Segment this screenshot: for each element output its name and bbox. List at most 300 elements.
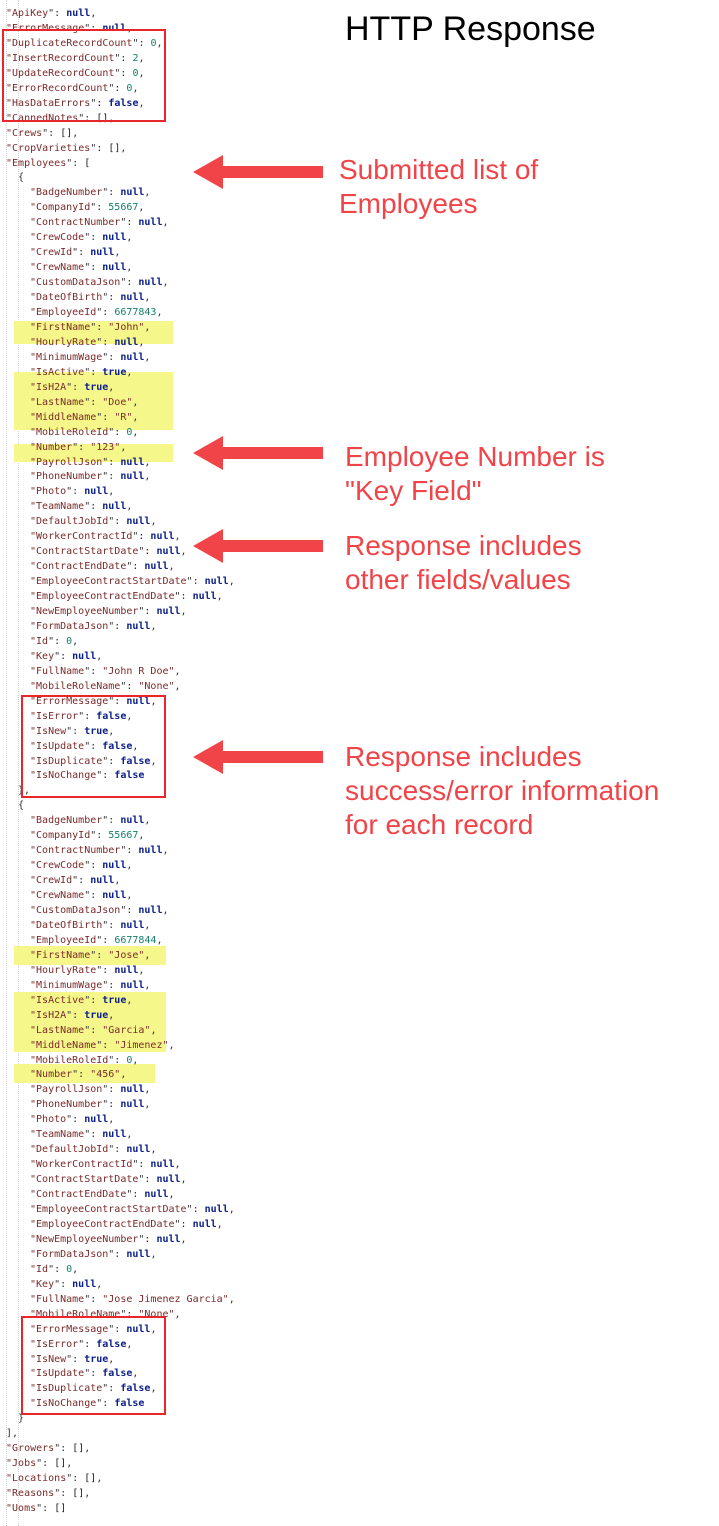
json-line: "MiddleName": "R", bbox=[30, 411, 139, 423]
json-key: WorkerContractId bbox=[36, 531, 133, 543]
json-line: "WorkerContractId": null, bbox=[30, 1159, 181, 1171]
json-line: "CrewCode": null, bbox=[30, 860, 133, 872]
json-key: Key bbox=[36, 1278, 55, 1290]
json-line: "CrewCode": null, bbox=[30, 232, 133, 244]
json-key: NewEmployeeNumber bbox=[36, 606, 139, 617]
json-key: CrewCode bbox=[36, 860, 85, 872]
json-value: null bbox=[138, 277, 163, 289]
json-line: "FullName": "John R Doe", bbox=[30, 665, 181, 677]
json-line: "Key": null, bbox=[30, 650, 103, 662]
json-value: null bbox=[126, 1323, 151, 1335]
json-key: WorkerContractId bbox=[36, 1159, 133, 1171]
json-line: "HourlyRate": null, bbox=[30, 336, 145, 348]
json-value: 2 bbox=[132, 52, 139, 64]
json-value: "456" bbox=[90, 1069, 121, 1081]
json-line: "ErrorMessage": null, bbox=[30, 1323, 157, 1335]
json-value: null bbox=[126, 1144, 151, 1156]
json-line: "ContractNumber": null, bbox=[30, 217, 169, 229]
json-bracket: }, bbox=[18, 785, 31, 797]
json-key: FullName bbox=[36, 1293, 85, 1305]
json-line: "DefaultJobId": null, bbox=[30, 1144, 157, 1156]
json-key: CropVarieties bbox=[12, 142, 91, 154]
json-key: Number bbox=[36, 1069, 73, 1081]
json-key: LastName bbox=[36, 396, 85, 408]
json-line: "Photo": null, bbox=[30, 486, 115, 498]
json-line: "PhoneNumber": null, bbox=[30, 471, 151, 483]
json-value: 55667 bbox=[108, 830, 139, 842]
json-line: "LastName": "Garcia", bbox=[30, 1024, 157, 1036]
json-line: "BadgeNumber": null, bbox=[30, 187, 151, 199]
json-line: "NewEmployeeNumber": null, bbox=[30, 606, 187, 617]
json-key: IsH2A bbox=[36, 1009, 67, 1021]
json-value: null bbox=[72, 650, 97, 662]
json-line: "EmployeeContractStartDate": null, bbox=[30, 576, 235, 588]
json-value: 0 bbox=[126, 1054, 133, 1066]
json-line: "FullName": "Jose Jimenez Garcia", bbox=[30, 1293, 235, 1305]
json-line: "Id": 0, bbox=[30, 1263, 79, 1275]
json-value: null bbox=[102, 860, 127, 872]
json-value: null bbox=[120, 1099, 145, 1111]
json-key: Number bbox=[36, 441, 73, 453]
json-line: "IsNoChange": false bbox=[30, 770, 145, 782]
json-value: true bbox=[84, 725, 109, 737]
json-line: "EmployeeId": 6677844, bbox=[30, 934, 163, 946]
json-line: "ErrorRecordCount": 0, bbox=[6, 82, 139, 94]
json-value: 0 bbox=[150, 37, 157, 49]
json-key: CrewName bbox=[36, 890, 85, 902]
json-line: "LastName": "Doe", bbox=[30, 396, 139, 408]
json-line: "MobileRoleId": 0, bbox=[30, 426, 139, 438]
json-line: "DateOfBirth": null, bbox=[30, 292, 151, 304]
json-line: "ContractEndDate": null, bbox=[30, 1189, 175, 1201]
json-key: DefaultJobId bbox=[36, 516, 109, 528]
json-value: false bbox=[120, 1383, 151, 1395]
json-key: IsDuplicate bbox=[36, 1383, 103, 1395]
json-value: null bbox=[144, 1189, 169, 1201]
json-line: "DateOfBirth": null, bbox=[30, 919, 151, 931]
left-arrow-icon bbox=[193, 529, 323, 563]
json-key: NewEmployeeNumber bbox=[36, 1233, 139, 1245]
json-value: false bbox=[114, 770, 145, 782]
json-key: LastName bbox=[36, 1024, 85, 1036]
json-key: Id bbox=[36, 635, 49, 647]
json-value: true bbox=[102, 366, 127, 378]
json-value: null bbox=[204, 1204, 229, 1215]
json-key: CrewId bbox=[36, 875, 73, 887]
json-key: Locations bbox=[12, 1473, 67, 1485]
json-key: ContractNumber bbox=[36, 217, 121, 229]
json-key: Reasons bbox=[12, 1488, 55, 1500]
json-value: null bbox=[120, 292, 145, 304]
json-key: CannedNotes bbox=[12, 112, 79, 124]
json-value: null bbox=[102, 1129, 127, 1141]
json-value: 0 bbox=[66, 1263, 73, 1275]
json-key: Growers bbox=[12, 1443, 55, 1455]
json-value: null bbox=[126, 620, 151, 632]
json-key: CustomDataJson bbox=[36, 905, 121, 916]
json-key: MobileRoleName bbox=[36, 1308, 121, 1320]
json-line: "Photo": null, bbox=[30, 1114, 115, 1126]
json-value: null bbox=[138, 845, 163, 857]
json-line: "HasDataErrors": false, bbox=[6, 97, 145, 109]
json-line bbox=[18, 798, 24, 813]
json-value: null bbox=[102, 262, 127, 274]
json-key: ContractStartDate bbox=[36, 1174, 139, 1186]
json-key: FormDataJson bbox=[36, 1248, 109, 1260]
json-key: CompanyId bbox=[36, 830, 91, 842]
json-line: "CustomDataJson": null, bbox=[30, 277, 169, 289]
json-line: "FormDataJson": null, bbox=[30, 620, 157, 632]
json-value: 0 bbox=[126, 426, 133, 438]
json-line: "NewEmployeeNumber": null, bbox=[30, 1233, 187, 1245]
json-bracket: ], bbox=[6, 1428, 19, 1440]
json-key: DateOfBirth bbox=[36, 919, 103, 931]
json-value: null bbox=[144, 561, 169, 573]
json-line: "InsertRecordCount": 2, bbox=[6, 52, 145, 64]
json-line: "EmployeeId": 6677843, bbox=[30, 307, 163, 318]
json-value: "None" bbox=[138, 1308, 175, 1320]
json-value: "Jose Jimenez Garcia" bbox=[102, 1293, 229, 1305]
json-bracket: { bbox=[18, 800, 25, 812]
json-value: null bbox=[114, 964, 139, 976]
json-key: IsError bbox=[36, 710, 79, 722]
json-key: EmployeeId bbox=[36, 934, 97, 946]
json-line: "CompanyId": 55667, bbox=[30, 830, 145, 842]
json-key: ErrorMessage bbox=[12, 22, 85, 34]
json-key: FormDataJson bbox=[36, 620, 109, 632]
json-line: "CrewId": null, bbox=[30, 247, 121, 259]
json-value: true bbox=[84, 1353, 109, 1365]
json-line: "PayrollJson": null, bbox=[30, 456, 151, 468]
json-key: EmployeeContractStartDate bbox=[36, 576, 187, 588]
json-line: "FirstName": "John", bbox=[30, 321, 151, 333]
json-value: null bbox=[120, 979, 145, 991]
json-key: Key bbox=[36, 650, 55, 662]
json-value: null bbox=[66, 8, 91, 19]
json-line: "IsActive": true, bbox=[30, 994, 133, 1006]
json-key: Photo bbox=[36, 1114, 67, 1126]
json-line: "MobileRoleName": "None", bbox=[30, 680, 181, 692]
json-key: MobileRoleId bbox=[36, 1054, 109, 1066]
json-line: "ContractEndDate": null, bbox=[30, 561, 175, 573]
json-key: PhoneNumber bbox=[36, 471, 103, 483]
json-key: UpdateRecordCount bbox=[12, 67, 115, 79]
json-key: ApiKey bbox=[12, 8, 49, 19]
json-key: ContractStartDate bbox=[36, 546, 139, 558]
json-value: "Jose" bbox=[108, 949, 145, 961]
json-line: "MinimumWage": null, bbox=[30, 351, 151, 363]
json-line: "IsUpdate": false, bbox=[30, 1368, 139, 1380]
annotation-employees: Submitted list of Employees bbox=[339, 154, 539, 219]
json-line: "DefaultJobId": null, bbox=[30, 516, 157, 528]
json-value: true bbox=[84, 381, 109, 393]
json-value: null bbox=[120, 187, 145, 199]
json-bracket: } bbox=[18, 1413, 25, 1425]
json-value: null bbox=[84, 486, 109, 498]
json-value: null bbox=[90, 875, 115, 887]
left-arrow-icon bbox=[193, 436, 323, 470]
json-key: TeamName bbox=[36, 1129, 85, 1141]
record-count-box bbox=[2, 29, 166, 122]
json-key: PhoneNumber bbox=[36, 1099, 103, 1111]
json-key: IsUpdate bbox=[36, 740, 85, 752]
json-line: "DuplicateRecordCount": 0, bbox=[6, 37, 163, 49]
json-value: true bbox=[102, 994, 127, 1006]
json-value: true bbox=[84, 1009, 109, 1021]
json-value: null bbox=[120, 456, 145, 468]
json-value: null bbox=[204, 576, 229, 588]
json-value: 0 bbox=[132, 67, 139, 79]
json-value: "Jimenez" bbox=[114, 1039, 169, 1051]
json-line: "TeamName": null, bbox=[30, 1129, 133, 1141]
json-value: null bbox=[126, 695, 151, 707]
json-value: [] bbox=[72, 1488, 85, 1500]
json-line: "CrewName": null, bbox=[30, 890, 133, 902]
json-key: ErrorMessage bbox=[36, 695, 109, 707]
json-line: "Jobs": [], bbox=[6, 1458, 73, 1470]
json-value: [] bbox=[108, 142, 121, 154]
json-value: null bbox=[150, 1159, 175, 1171]
json-key: CrewId bbox=[36, 247, 73, 259]
json-key: Jobs bbox=[12, 1458, 37, 1470]
json-value: null bbox=[156, 1233, 181, 1245]
json-key: MinimumWage bbox=[36, 351, 103, 363]
json-key: DefaultJobId bbox=[36, 1144, 109, 1156]
json-value: null bbox=[138, 217, 163, 229]
json-value: "John" bbox=[108, 321, 145, 333]
json-line: "PhoneNumber": null, bbox=[30, 1099, 151, 1111]
json-key: MiddleName bbox=[36, 1039, 97, 1051]
json-value: false bbox=[108, 97, 139, 109]
json-key: BadgeNumber bbox=[36, 187, 103, 199]
json-value: [] bbox=[60, 127, 73, 139]
json-value: 6677843 bbox=[114, 307, 157, 318]
json-value: "None" bbox=[138, 680, 175, 692]
json-value: null bbox=[114, 336, 139, 348]
json-value: [] bbox=[54, 1458, 67, 1470]
json-value: null bbox=[120, 1084, 145, 1096]
json-key: InsertRecordCount bbox=[12, 52, 115, 64]
json-line: "Employees": [ bbox=[6, 157, 91, 169]
json-value: false bbox=[120, 755, 151, 767]
json-key: DuplicateRecordCount bbox=[12, 37, 133, 49]
json-key: FirstName bbox=[36, 321, 91, 333]
json-value: null bbox=[90, 247, 115, 259]
json-key: CompanyId bbox=[36, 202, 91, 214]
json-line: "ApiKey": null, bbox=[6, 8, 97, 19]
left-arrow-icon bbox=[193, 155, 323, 189]
json-line: "Locations": [], bbox=[6, 1473, 103, 1485]
page-title: HTTP Response bbox=[345, 10, 596, 48]
json-key: HasDataErrors bbox=[12, 97, 91, 109]
json-line: "IsError": false, bbox=[30, 710, 133, 722]
json-value: null bbox=[120, 351, 145, 363]
json-key: Uoms bbox=[12, 1503, 37, 1514]
json-line: "IsNew": true, bbox=[30, 725, 115, 737]
json-value: null bbox=[126, 516, 151, 528]
json-line: "MinimumWage": null, bbox=[30, 979, 151, 991]
json-value: [] bbox=[96, 112, 109, 124]
json-line: "EmployeeContractStartDate": null, bbox=[30, 1204, 235, 1215]
json-line: "CompanyId": 55667, bbox=[30, 202, 145, 214]
record-status-box-2 bbox=[21, 1316, 166, 1415]
json-value: "R" bbox=[114, 411, 133, 423]
annotation-other-fields: Response includes other fields/values bbox=[345, 530, 582, 595]
json-line: "PayrollJson": null, bbox=[30, 1084, 151, 1096]
json-key: HourlyRate bbox=[36, 336, 97, 348]
json-line: "Uoms": [] bbox=[6, 1503, 67, 1514]
json-key: IsNoChange bbox=[36, 770, 97, 782]
json-line: "Key": null, bbox=[30, 1278, 103, 1290]
json-value: 6677844 bbox=[114, 934, 157, 946]
json-key: EmployeeContractStartDate bbox=[36, 1204, 187, 1215]
json-line: "IsH2A": true, bbox=[30, 381, 115, 393]
json-line bbox=[6, 1426, 18, 1441]
json-value: null bbox=[72, 1278, 97, 1290]
json-line: "WorkerContractId": null, bbox=[30, 531, 181, 543]
annotation-status-info: Response includes success/error information for each record bbox=[345, 741, 660, 840]
json-key: PayrollJson bbox=[36, 456, 103, 468]
json-line: "TeamName": null, bbox=[30, 501, 133, 513]
json-line: "IsUpdate": false, bbox=[30, 740, 139, 752]
json-key: CrewCode bbox=[36, 232, 85, 244]
json-line: "CrewId": null, bbox=[30, 875, 121, 887]
json-key: Photo bbox=[36, 486, 67, 498]
json-value: 0 bbox=[66, 635, 73, 647]
json-key: BadgeNumber bbox=[36, 815, 103, 827]
json-line: "UpdateRecordCount": 0, bbox=[6, 67, 145, 79]
json-key: IsNew bbox=[36, 725, 67, 737]
json-line: "Id": 0, bbox=[30, 635, 79, 647]
json-value: false bbox=[102, 740, 133, 752]
json-key: Id bbox=[36, 1263, 49, 1275]
json-line: "IsDuplicate": false, bbox=[30, 755, 157, 767]
json-key: Crews bbox=[12, 127, 43, 139]
json-line: "Crews": [], bbox=[6, 127, 79, 139]
json-value: null bbox=[156, 546, 181, 558]
json-key: IsActive bbox=[36, 366, 85, 378]
json-line bbox=[18, 170, 24, 185]
json-key: IsDuplicate bbox=[36, 755, 103, 767]
json-value: 0 bbox=[126, 82, 133, 94]
json-value: null bbox=[120, 471, 145, 483]
json-key: ErrorRecordCount bbox=[12, 82, 109, 94]
record-status-box-1 bbox=[21, 695, 166, 798]
json-key: ErrorMessage bbox=[36, 1323, 109, 1335]
json-value: null bbox=[192, 1218, 217, 1230]
json-line: "EmployeeContractEndDate": null, bbox=[30, 1218, 223, 1230]
json-line: "ContractStartDate": null, bbox=[30, 546, 187, 558]
json-line: "IsActive": true, bbox=[30, 366, 133, 378]
json-value: null bbox=[120, 815, 145, 827]
json-value: null bbox=[102, 22, 127, 34]
json-value: null bbox=[102, 501, 127, 513]
indent-guide bbox=[18, 0, 19, 1526]
json-value: null bbox=[126, 1248, 151, 1260]
json-key: MiddleName bbox=[36, 411, 97, 423]
json-line: "IsNew": true, bbox=[30, 1353, 115, 1365]
json-key: ContractEndDate bbox=[36, 1189, 127, 1201]
json-line: "FirstName": "Jose", bbox=[30, 949, 151, 961]
json-value: null bbox=[102, 890, 127, 902]
json-line: "Number": "123", bbox=[30, 441, 127, 453]
json-line: "Number": "456", bbox=[30, 1069, 127, 1081]
json-line: "ErrorMessage": null, bbox=[30, 695, 157, 707]
json-line: "EmployeeContractEndDate": null, bbox=[30, 591, 223, 603]
json-key: HourlyRate bbox=[36, 964, 97, 976]
json-value: null bbox=[150, 531, 175, 543]
json-key: IsActive bbox=[36, 994, 85, 1006]
json-key: FullName bbox=[36, 665, 85, 677]
json-line: "Growers": [], bbox=[6, 1443, 91, 1455]
json-key: IsNew bbox=[36, 1353, 67, 1365]
json-value: null bbox=[102, 232, 127, 244]
json-value: "Doe" bbox=[102, 396, 133, 408]
json-key: EmployeeContractEndDate bbox=[36, 1218, 175, 1230]
json-line: "CannedNotes": [], bbox=[6, 112, 115, 124]
annotation-key-field: Employee Number is "Key Field" bbox=[345, 441, 605, 506]
json-value: null bbox=[156, 1174, 181, 1186]
json-key: ContractEndDate bbox=[36, 561, 127, 573]
json-key: EmployeeContractEndDate bbox=[36, 591, 175, 603]
json-line: "CustomDataJson": null, bbox=[30, 905, 169, 916]
json-key: MobileRoleId bbox=[36, 426, 109, 438]
json-value: 55667 bbox=[108, 202, 139, 214]
json-value: null bbox=[192, 591, 217, 603]
json-value: [] bbox=[84, 1473, 97, 1485]
json-value: false bbox=[96, 1338, 127, 1350]
json-key: PayrollJson bbox=[36, 1084, 103, 1096]
json-value: null bbox=[84, 1114, 109, 1126]
json-value: false bbox=[96, 710, 127, 722]
json-line: "MobileRoleName": "None", bbox=[30, 1308, 181, 1320]
json-value: null bbox=[138, 905, 163, 916]
json-value: [] bbox=[72, 1443, 85, 1455]
json-line: "BadgeNumber": null, bbox=[30, 815, 151, 827]
json-line: "MiddleName": "Jimenez", bbox=[30, 1039, 175, 1051]
json-line: "ContractStartDate": null, bbox=[30, 1174, 187, 1186]
json-key: IsH2A bbox=[36, 381, 67, 393]
json-key: TeamName bbox=[36, 501, 85, 513]
json-value: "123" bbox=[90, 441, 121, 453]
json-value: "Garcia" bbox=[102, 1024, 151, 1036]
json-key: IsError bbox=[36, 1338, 79, 1350]
json-key: DateOfBirth bbox=[36, 292, 103, 304]
indent-guide bbox=[6, 0, 7, 1526]
json-key: Employees bbox=[12, 157, 67, 169]
json-value: false bbox=[102, 1368, 133, 1380]
json-line: "HourlyRate": null, bbox=[30, 964, 145, 976]
json-value: [] bbox=[54, 1503, 67, 1514]
json-key: CrewName bbox=[36, 262, 85, 274]
json-line: "MobileRoleId": 0, bbox=[30, 1054, 139, 1066]
json-key: ContractNumber bbox=[36, 845, 121, 857]
json-value: null bbox=[156, 606, 181, 617]
json-line: "IsDuplicate": false, bbox=[30, 1383, 157, 1395]
json-line: "FormDataJson": null, bbox=[30, 1248, 157, 1260]
json-line: "Reasons": [], bbox=[6, 1488, 91, 1500]
json-value: null bbox=[120, 919, 145, 931]
json-line: "IsH2A": true, bbox=[30, 1009, 115, 1021]
json-key: CustomDataJson bbox=[36, 277, 121, 289]
json-value: [ bbox=[84, 157, 91, 169]
json-bracket: { bbox=[18, 172, 25, 184]
json-key: IsUpdate bbox=[36, 1368, 85, 1380]
json-line: "IsError": false, bbox=[30, 1338, 133, 1350]
json-value: "John R Doe" bbox=[102, 665, 175, 677]
json-value: false bbox=[114, 1398, 145, 1410]
json-key: MobileRoleName bbox=[36, 680, 121, 692]
